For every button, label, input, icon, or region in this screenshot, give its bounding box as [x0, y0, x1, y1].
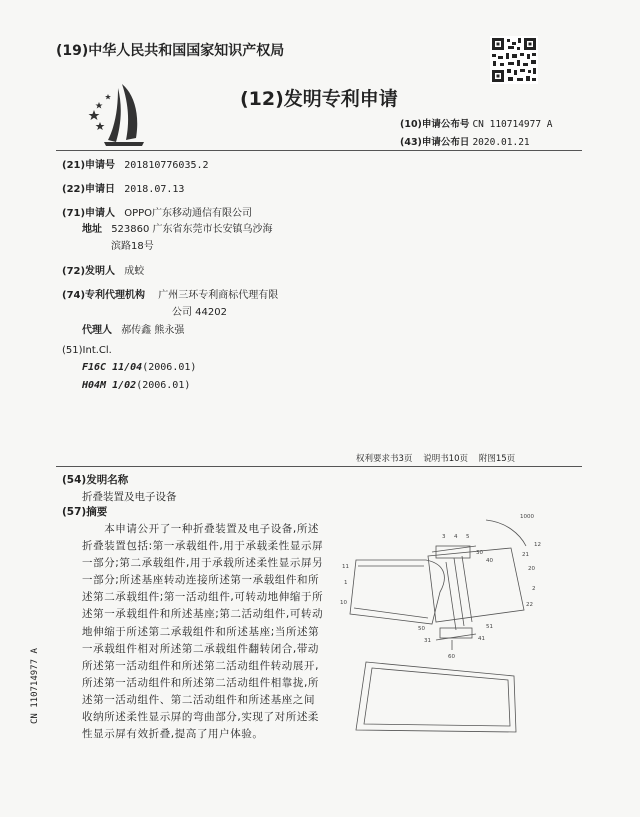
document-type: (12)发明专利申请: [240, 88, 398, 110]
application-number: 201810776035.2: [124, 160, 209, 171]
inventor-label: (72)发明人: [62, 266, 116, 277]
applicant-row: [62, 204, 252, 219]
classification-1-code: F16C 11/04: [82, 362, 143, 373]
application-number-label: (21)申请号: [62, 160, 116, 171]
title-label: (54)发明名称: [62, 474, 129, 486]
label-31: 31: [424, 638, 431, 644]
label-3: 3: [442, 534, 446, 540]
publication-number-row: [400, 116, 553, 130]
label-1: 1: [344, 580, 348, 586]
label-51: 51: [486, 624, 493, 630]
address-label: 地址: [82, 224, 102, 235]
right-panel: [428, 548, 524, 622]
cnipa-logo: [86, 80, 160, 154]
label-2: 2: [532, 586, 536, 592]
label-10: 10: [340, 600, 347, 606]
left-panel: [350, 560, 444, 624]
label-1000: 1000: [520, 514, 534, 520]
address-line-2: 滨路18号: [111, 241, 154, 252]
display-panel: [356, 662, 516, 732]
classification-1-year: (2006.01): [142, 362, 197, 373]
label-22: 22: [526, 602, 533, 608]
agent-row: [82, 321, 184, 336]
filing-date: 2018.07.13: [124, 184, 185, 195]
side-publication-number: CN 110714977 A: [30, 648, 40, 724]
label-20: 20: [528, 566, 535, 572]
classification-2-year: (2006.01): [136, 380, 191, 391]
publication-date: 2020.01.21: [472, 137, 530, 148]
address-row: [82, 220, 273, 235]
classification-1: [82, 362, 196, 373]
publication-date-label: (43)申请公布日: [400, 137, 470, 148]
label-21: 21: [522, 552, 529, 558]
inventor-row: [62, 262, 144, 277]
office-name: (19)中华人民共和国国家知识产权局: [56, 43, 285, 59]
abstract-label: (57)摘要: [62, 506, 108, 518]
label-40: 40: [486, 558, 493, 564]
label-5: 5: [466, 534, 470, 540]
application-number-row: [62, 156, 209, 171]
label-12: 12: [534, 542, 541, 548]
intcl-label: (51)Int.Cl.: [62, 345, 112, 356]
publication-date-row: [400, 134, 530, 148]
agency-line-2: 公司 44202: [172, 307, 227, 318]
classification-2: [82, 380, 190, 391]
inventor: 成蛟: [124, 266, 145, 277]
applicant-label: (71)申请人: [62, 208, 116, 219]
publication-number-label: (10)申请公布号: [400, 119, 470, 130]
qr-code: [490, 36, 538, 84]
section-rule: [56, 466, 582, 467]
invention-title: 折叠装置及电子设备: [82, 491, 177, 503]
abstract-text: 本申请公开了一种折叠装置及电子设备,所述折叠装置包括:第一承载组件,用于承载柔性显示屏一部分;第二承载组件,用于承载所述柔性显示屏另一部分;所述基座转动连接所述第一承载组件和所述第二承载组件;第一活动组件,可转动地伸缩于所述第一承载组件和所述基座;第二活动组件,可转动地伸缩于所述第二承载组件和所述基座;当所述第一承载组件相对所述第二承载组件翻转闭合,带动所述第一活动组件和所述第二活动组件转动展开,所述第一活动组件和所述第二活动组件相靠拢,所述第一活动组件、第二活动组件和所述基座之间收纳所述柔性显示屏的弯曲部分,实现了对所述柔性显示屏有效折叠,提高了用户体验。: [82, 523, 324, 741]
label-11: 11: [342, 564, 349, 570]
agency-row: [62, 286, 278, 301]
applicant: OPPO广东移动通信有限公司: [124, 208, 253, 219]
agents: 郝传鑫 熊永强: [121, 325, 185, 336]
agency-label: (74)专利代理机构: [62, 290, 146, 301]
classification-2-code: H04M 1/02: [82, 380, 137, 391]
label-4: 4: [454, 534, 458, 540]
header-rule: [56, 150, 582, 151]
patent-figure: [336, 500, 576, 740]
label-50: 50: [418, 626, 425, 632]
agent-label: 代理人: [82, 325, 112, 336]
label-41: 41: [478, 636, 485, 642]
agency-line-1: 广州三环专利商标代理有限: [158, 290, 279, 301]
label-30: 30: [476, 550, 483, 556]
publication-number: CN 110714977 A: [472, 119, 553, 130]
address-line-1: 523860 广东省东莞市长安镇乌沙海: [111, 224, 273, 235]
filing-date-row: [62, 180, 184, 195]
filing-date-label: (22)申请日: [62, 184, 116, 195]
page-counts: 权利要求书3页 说明书10页 附图15页: [356, 454, 516, 464]
label-60: 60: [448, 654, 455, 660]
